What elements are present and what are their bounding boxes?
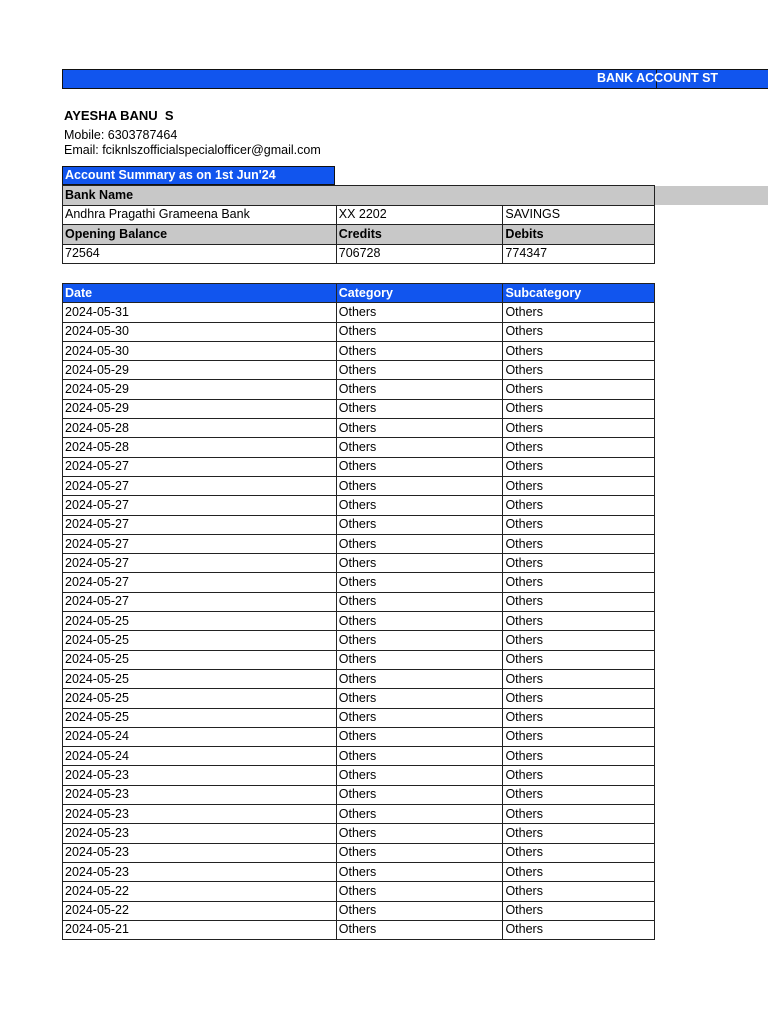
subcategory-cell: Others bbox=[503, 901, 655, 920]
date-cell: 2024-05-27 bbox=[63, 592, 337, 611]
date-cell: 2024-05-23 bbox=[63, 805, 337, 824]
table-row bbox=[63, 862, 655, 881]
table-row bbox=[63, 419, 655, 438]
subcategory-cell: Others bbox=[503, 669, 655, 688]
category-cell: Others bbox=[336, 785, 503, 804]
table-row bbox=[63, 438, 655, 457]
transactions-table bbox=[62, 283, 655, 940]
subcategory-cell: Others bbox=[503, 612, 655, 631]
category-cell: Others bbox=[336, 399, 503, 418]
bank-name-label: Bank Name bbox=[63, 186, 655, 206]
customer-email: Email: fciknlszofficialspecialofficer@gmail.com bbox=[64, 143, 321, 157]
date-cell: 2024-05-27 bbox=[63, 573, 337, 592]
debits-total: 774347 bbox=[503, 244, 655, 264]
subcategory-cell: Others bbox=[503, 766, 655, 785]
category-cell: Others bbox=[336, 322, 503, 341]
account-type: SAVINGS bbox=[503, 205, 655, 225]
account-number: XX 2202 bbox=[336, 205, 503, 225]
subcategory-cell: Others bbox=[503, 592, 655, 611]
table-row bbox=[63, 496, 655, 515]
category-cell: Others bbox=[336, 708, 503, 727]
date-cell: 2024-05-31 bbox=[63, 303, 337, 322]
bank-details-row bbox=[63, 205, 655, 225]
date-cell: 2024-05-24 bbox=[63, 727, 337, 746]
subcategory-cell: Others bbox=[503, 824, 655, 843]
table-row bbox=[63, 303, 655, 322]
table-row bbox=[63, 901, 655, 920]
category-cell: Others bbox=[336, 843, 503, 862]
date-cell: 2024-05-27 bbox=[63, 457, 337, 476]
category-cell: Others bbox=[336, 669, 503, 688]
date-cell: 2024-05-25 bbox=[63, 669, 337, 688]
table-row bbox=[63, 457, 655, 476]
category-cell: Others bbox=[336, 361, 503, 380]
subcategory-cell: Others bbox=[503, 438, 655, 457]
date-cell: 2024-05-25 bbox=[63, 708, 337, 727]
transactions-header-row bbox=[63, 284, 655, 303]
category-cell: Others bbox=[336, 476, 503, 495]
category-cell: Others bbox=[336, 862, 503, 881]
date-cell: 2024-05-30 bbox=[63, 341, 337, 360]
column-header-category: Category bbox=[336, 284, 503, 303]
date-cell: 2024-05-25 bbox=[63, 612, 337, 631]
category-cell: Others bbox=[336, 727, 503, 746]
category-cell: Others bbox=[336, 438, 503, 457]
table-row bbox=[63, 650, 655, 669]
subcategory-cell: Others bbox=[503, 785, 655, 804]
table-row bbox=[63, 708, 655, 727]
table-row bbox=[63, 766, 655, 785]
table-row bbox=[63, 882, 655, 901]
category-cell: Others bbox=[336, 419, 503, 438]
table-row bbox=[63, 805, 655, 824]
table-row bbox=[63, 476, 655, 495]
table-row bbox=[63, 554, 655, 573]
column-header-date: Date bbox=[63, 284, 337, 303]
date-cell: 2024-05-27 bbox=[63, 476, 337, 495]
subcategory-cell: Others bbox=[503, 805, 655, 824]
category-cell: Others bbox=[336, 457, 503, 476]
date-cell: 2024-05-28 bbox=[63, 419, 337, 438]
date-cell: 2024-05-25 bbox=[63, 689, 337, 708]
customer-name: AYESHA BANU S bbox=[64, 108, 174, 123]
subcategory-cell: Others bbox=[503, 573, 655, 592]
table-row bbox=[63, 843, 655, 862]
table-row bbox=[63, 824, 655, 843]
subcategory-cell: Others bbox=[503, 882, 655, 901]
subcategory-cell: Others bbox=[503, 862, 655, 881]
subcategory-cell: Others bbox=[503, 708, 655, 727]
table-row bbox=[63, 727, 655, 746]
subcategory-cell: Others bbox=[503, 322, 655, 341]
subcategory-cell: Others bbox=[503, 476, 655, 495]
subcategory-cell: Others bbox=[503, 631, 655, 650]
table-row bbox=[63, 534, 655, 553]
subcategory-cell: Others bbox=[503, 341, 655, 360]
table-row bbox=[63, 747, 655, 766]
category-cell: Others bbox=[336, 650, 503, 669]
table-row bbox=[63, 689, 655, 708]
date-cell: 2024-05-25 bbox=[63, 650, 337, 669]
date-cell: 2024-05-22 bbox=[63, 882, 337, 901]
account-summary-title: Account Summary as on 1st Jun'24 bbox=[62, 166, 335, 185]
table-row bbox=[63, 322, 655, 341]
balance-values-row bbox=[63, 244, 655, 264]
category-cell: Others bbox=[336, 747, 503, 766]
date-cell: 2024-05-23 bbox=[63, 843, 337, 862]
category-cell: Others bbox=[336, 805, 503, 824]
category-cell: Others bbox=[336, 496, 503, 515]
date-cell: 2024-05-23 bbox=[63, 766, 337, 785]
opening-balance-label: Opening Balance bbox=[63, 225, 337, 245]
balance-header-row bbox=[63, 225, 655, 245]
subcategory-cell: Others bbox=[503, 419, 655, 438]
date-cell: 2024-05-29 bbox=[63, 361, 337, 380]
table-row bbox=[63, 785, 655, 804]
opening-balance: 72564 bbox=[63, 244, 337, 264]
table-row bbox=[63, 361, 655, 380]
subcategory-cell: Others bbox=[503, 727, 655, 746]
category-cell: Others bbox=[336, 612, 503, 631]
subcategory-cell: Others bbox=[503, 515, 655, 534]
table-row bbox=[63, 592, 655, 611]
category-cell: Others bbox=[336, 766, 503, 785]
table-row bbox=[63, 380, 655, 399]
account-summary-table bbox=[62, 185, 655, 264]
table-row bbox=[63, 920, 655, 939]
category-cell: Others bbox=[336, 592, 503, 611]
category-cell: Others bbox=[336, 920, 503, 939]
column-header-subcategory: Subcategory bbox=[503, 284, 655, 303]
category-cell: Others bbox=[336, 901, 503, 920]
date-cell: 2024-05-27 bbox=[63, 554, 337, 573]
date-cell: 2024-05-22 bbox=[63, 901, 337, 920]
subcategory-cell: Others bbox=[503, 554, 655, 573]
category-cell: Others bbox=[336, 689, 503, 708]
bank-name-header-row bbox=[63, 186, 655, 206]
subcategory-cell: Others bbox=[503, 380, 655, 399]
category-cell: Others bbox=[336, 554, 503, 573]
date-cell: 2024-05-23 bbox=[63, 824, 337, 843]
table-row bbox=[63, 341, 655, 360]
date-cell: 2024-05-29 bbox=[63, 399, 337, 418]
subcategory-cell: Others bbox=[503, 361, 655, 380]
subcategory-cell: Others bbox=[503, 843, 655, 862]
subcategory-cell: Others bbox=[503, 399, 655, 418]
subcategory-cell: Others bbox=[503, 303, 655, 322]
category-cell: Others bbox=[336, 631, 503, 650]
category-cell: Others bbox=[336, 573, 503, 592]
subcategory-cell: Others bbox=[503, 920, 655, 939]
date-cell: 2024-05-27 bbox=[63, 515, 337, 534]
table-row bbox=[63, 573, 655, 592]
transactions-body bbox=[63, 303, 655, 940]
bank-name: Andhra Pragathi Grameena Bank bbox=[63, 205, 337, 225]
customer-mobile: Mobile: 6303787464 bbox=[64, 128, 178, 142]
category-cell: Others bbox=[336, 341, 503, 360]
header-strip bbox=[655, 186, 768, 205]
subcategory-cell: Others bbox=[503, 689, 655, 708]
category-cell: Others bbox=[336, 882, 503, 901]
date-cell: 2024-05-28 bbox=[63, 438, 337, 457]
statement-title: BANK ACCOUNT ST bbox=[597, 71, 719, 85]
credits-total: 706728 bbox=[336, 244, 503, 264]
category-cell: Others bbox=[336, 515, 503, 534]
category-cell: Others bbox=[336, 380, 503, 399]
category-cell: Others bbox=[336, 303, 503, 322]
category-cell: Others bbox=[336, 824, 503, 843]
table-row bbox=[63, 515, 655, 534]
subcategory-cell: Others bbox=[503, 534, 655, 553]
subcategory-cell: Others bbox=[503, 650, 655, 669]
statement-banner bbox=[62, 69, 768, 89]
date-cell: 2024-05-21 bbox=[63, 920, 337, 939]
subcategory-cell: Others bbox=[503, 457, 655, 476]
date-cell: 2024-05-23 bbox=[63, 862, 337, 881]
date-cell: 2024-05-24 bbox=[63, 747, 337, 766]
date-cell: 2024-05-27 bbox=[63, 496, 337, 515]
table-row bbox=[63, 631, 655, 650]
credits-label: Credits bbox=[336, 225, 503, 245]
table-row bbox=[63, 669, 655, 688]
debits-label: Debits bbox=[503, 225, 655, 245]
subcategory-cell: Others bbox=[503, 747, 655, 766]
date-cell: 2024-05-27 bbox=[63, 534, 337, 553]
date-cell: 2024-05-25 bbox=[63, 631, 337, 650]
table-row bbox=[63, 612, 655, 631]
date-cell: 2024-05-29 bbox=[63, 380, 337, 399]
subcategory-cell: Others bbox=[503, 496, 655, 515]
category-cell: Others bbox=[336, 534, 503, 553]
table-row bbox=[63, 399, 655, 418]
date-cell: 2024-05-23 bbox=[63, 785, 337, 804]
date-cell: 2024-05-30 bbox=[63, 322, 337, 341]
